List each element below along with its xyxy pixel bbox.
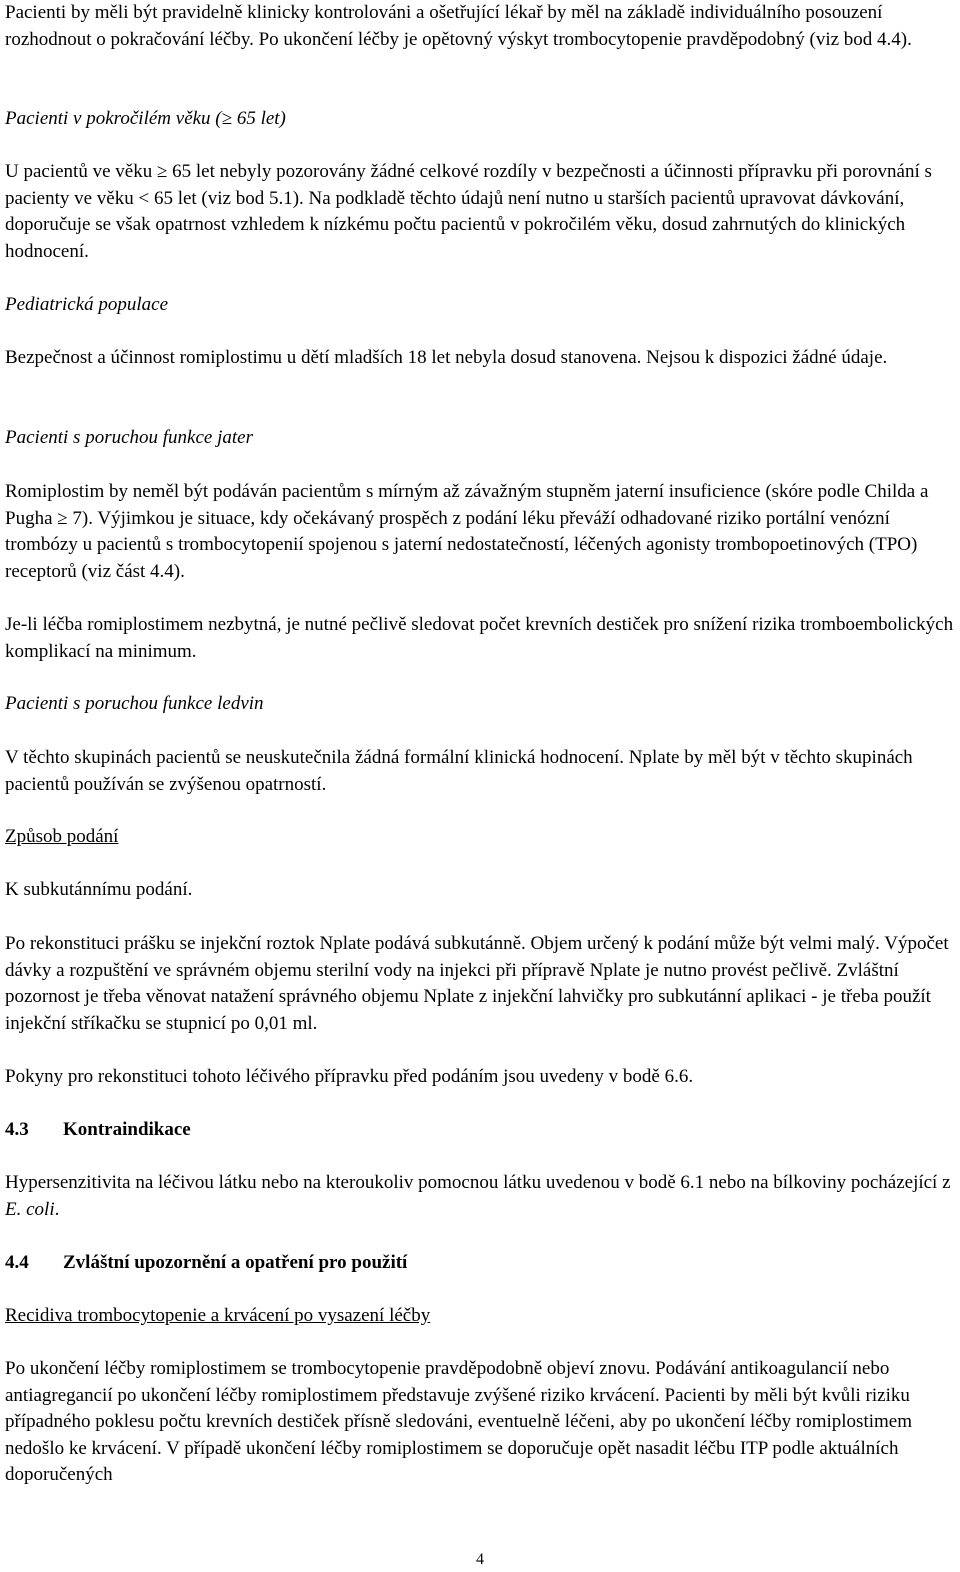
- paragraph-administration-1: K subkutánnímu podání.: [5, 879, 193, 900]
- subheading-recidiva: Recidiva trombocytopenie a krvácení po vysazení léčby: [5, 1305, 431, 1326]
- paragraph-recidiva: Po ukončení léčby romiplostimem se trombocytopenie pravděpodobně objeví znovu. Podávání antikoagulancií nebo antiagregancií po ukončení léčby romiplostimem představuje zvýšené riziko krvácení. Pacienti by měli být kvůli riziku případného poklesu počtu krevních destiček přísně sledováni, eventuelně léčeni, aby po ukončení léčby romiplostimem nedošlo ke krvácení. V případě ukončení léčby romiplostimem se doporučuje opět nasadit léčbu ITP podle aktuálních doporučených: [5, 1358, 912, 1485]
- paragraph-kidney: V těchto skupinách pacientů se neuskutečnila žádná formální klinická hodnocení. Nplate by měl být v těchto skupinách pacientů používán se zvýšenou opatrností.: [5, 747, 913, 795]
- section-title: Kontraindikace: [63, 1119, 191, 1140]
- paragraph-administration-2: Po rekonstituci prášku se injekční roztok Nplate podává subkutánně. Objem určený k podání může být velmi malý. Výpočet dávky a rozpuštění ve správném objemu sterilní vody na injekci při přípravě Nplate je nutno provést pečlivě. Zvláštní pozornost je třeba věnovat natažení správného objemu Nplate z injekční lahvičky pro subkutánní aplikaci - je třeba použít injekční stříkačku se stupnicí po 0,01 ml.: [5, 933, 949, 1034]
- subheading-pediatric: Pediatrická populace: [5, 294, 169, 315]
- paragraph-elderly: U pacientů ve věku ≥ 65 let nebyly pozorovány žádné celkové rozdíly v bezpečnosti a účinnosti přípravku při porovnání s pacienty ve věku < 65 let (viz bod 5.1). Na podkladě těchto údajů není nutno u starších pacientů upravovat dávkování, doporučuje se však opatrnost vzhledem k nízkému počtu pacientů v pokročilém věku, dosud zahrnutých do klinických hodnocení.: [5, 161, 932, 262]
- page-number: 4: [476, 1551, 484, 1568]
- section-heading-4-4: [5, 1250, 407, 1277]
- paragraph-contraindications: [5, 1170, 955, 1223]
- organism-name: E. coli: [5, 1198, 55, 1220]
- section-heading-4-3: [5, 1117, 191, 1144]
- paragraph-liver-2: Je-li léčba romiplostimem nezbytná, je nutné pečlivě sledovat počet krevních destiček pro snížení rizika tromboembolických komplikací na minimum.: [5, 614, 954, 662]
- subheading-administration: Způsob podání: [5, 826, 119, 847]
- section-title: Zvláštní upozornění a opatření pro použití: [63, 1252, 408, 1273]
- subheading-liver: Pacienti s poruchou funkce jater: [5, 427, 253, 448]
- subheading-kidney: Pacienti s poruchou funkce ledvin: [5, 693, 264, 714]
- contraindications-text: Hypersenzitivita na léčivou látku nebo na kteroukoliv pomocnou látku uvedenou v bodě 6.1 nebo na bílkoviny pocházející z: [5, 1172, 951, 1193]
- contraindications-end: .: [54, 1198, 60, 1220]
- subheading-elderly: Pacienti v pokročilém věku (≥ 65 let): [5, 108, 286, 129]
- section-number: 4.3: [5, 1119, 29, 1140]
- paragraph-monitoring: Pacienti by měli být pravidelně klinicky kontrolováni a ošetřující lékař by měl na základě individuálního posouzení rozhodnout o pokračování léčby. Po ukončení léčby je opětovný výskyt trombocytopenie pravděpodobný (viz bod 4.4).: [5, 2, 912, 50]
- section-number: 4.4: [5, 1252, 29, 1273]
- paragraph-liver-1: Romiplostim by neměl být podáván pacientům s mírným až závažným stupněm jaterní insuficience (skóre podle Childa a Pugha ≥ 7). Výjimkou je situace, kdy očekávaný prospěch z podání léku převáží odhadované riziko portální venózní trombózy u pacientů s trombocytopenií spojenou s jaterní nedostatečností, léčených agonisty trombopoetinových (TPO) receptorů (viz část 4.4).: [5, 481, 929, 582]
- paragraph-pediatric: Bezpečnost a účinnost romiplostimu u dětí mladších 18 let nebyla dosud stanovena. Nejsou k dispozici žádné údaje.: [5, 347, 888, 368]
- paragraph-administration-3: Pokyny pro rekonstituci tohoto léčivého přípravku před podáním jsou uvedeny v bodě 6.6.: [5, 1066, 694, 1087]
